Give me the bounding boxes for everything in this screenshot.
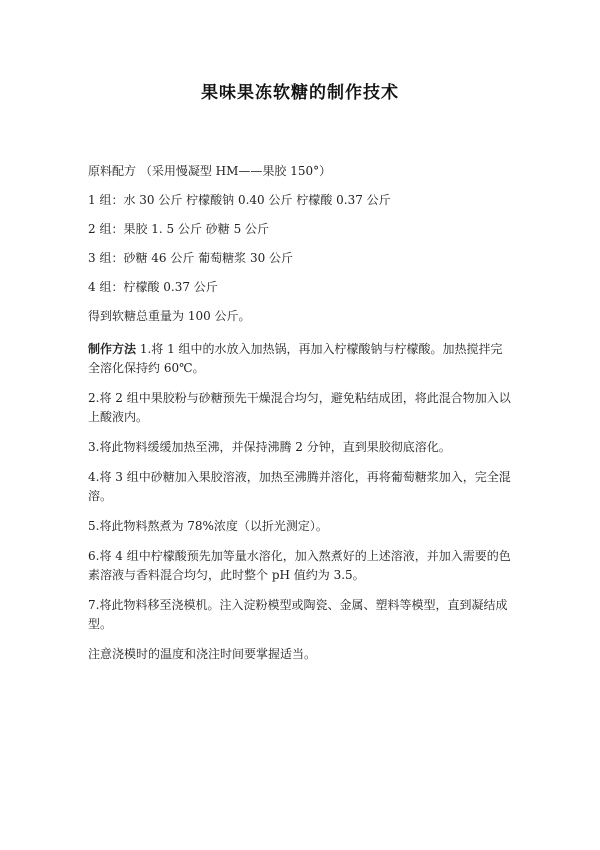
method-step-7: 7.将此物料移至浇模机。注入淀粉模型或陶瓷、金属、塑料等模型，直到凝结成型。 [88, 598, 508, 631]
formula-group-4: 4 组：柠檬酸 0.37 公斤 [88, 280, 218, 294]
method-step-4: 4.将 3 组中砂糖加入果胶溶液，加热至沸腾并溶化，再将葡萄糖浆加入，完全混溶。 [88, 470, 511, 503]
formula-group-2: 2 组：果胶 1. 5 公斤 砂糖 5 公斤 [88, 222, 270, 236]
formula-group-3: 3 组：砂糖 46 公斤 葡萄糖浆 30 公斤 [88, 251, 294, 265]
method-step-1-text: 1.将 1 组中的水放入加热锅，再加入柠檬酸钠与柠檬酸。加热搅拌完全溶化保持约 60℃。 [88, 342, 503, 375]
formula-heading: 原料配方 （采用慢凝型 HM——果胶 150°） [88, 164, 332, 178]
method-note: 注意浇模时的温度和浇注时间要掌握适当。 [88, 647, 317, 661]
formula-group-1: 1 组：水 30 公斤 柠檬酸钠 0.40 公斤 柠檬酸 0.37 公斤 [88, 193, 391, 207]
method-step-6: 6.将 4 组中柠檬酸预先加等量水溶化，加入熬煮好的上述溶液，并加入需要的色素溶液与香料混合均匀，此时整个 pH 值约为 3.5。 [88, 549, 511, 582]
formula-total: 得到软糖总重量为 100 公斤。 [88, 309, 251, 323]
method-step-1 [88, 340, 512, 378]
document-title: 果味果冻软糖的制作技术 [201, 83, 399, 103]
method-step-2: 2.将 2 组中果胶粉与砂糖预先干燥混合均匀，避免粘结成团，将此混合物加入以上酸液内。 [88, 391, 511, 424]
method-lead: 制作方法 [88, 342, 137, 356]
method-step-5: 5.将此物料熬煮为 78%浓度（以折光测定）。 [88, 519, 328, 533]
method-step-3: 3.将此物料缓缓加热至沸，并保持沸腾 2 分钟，直到果胶彻底溶化。 [88, 440, 451, 454]
